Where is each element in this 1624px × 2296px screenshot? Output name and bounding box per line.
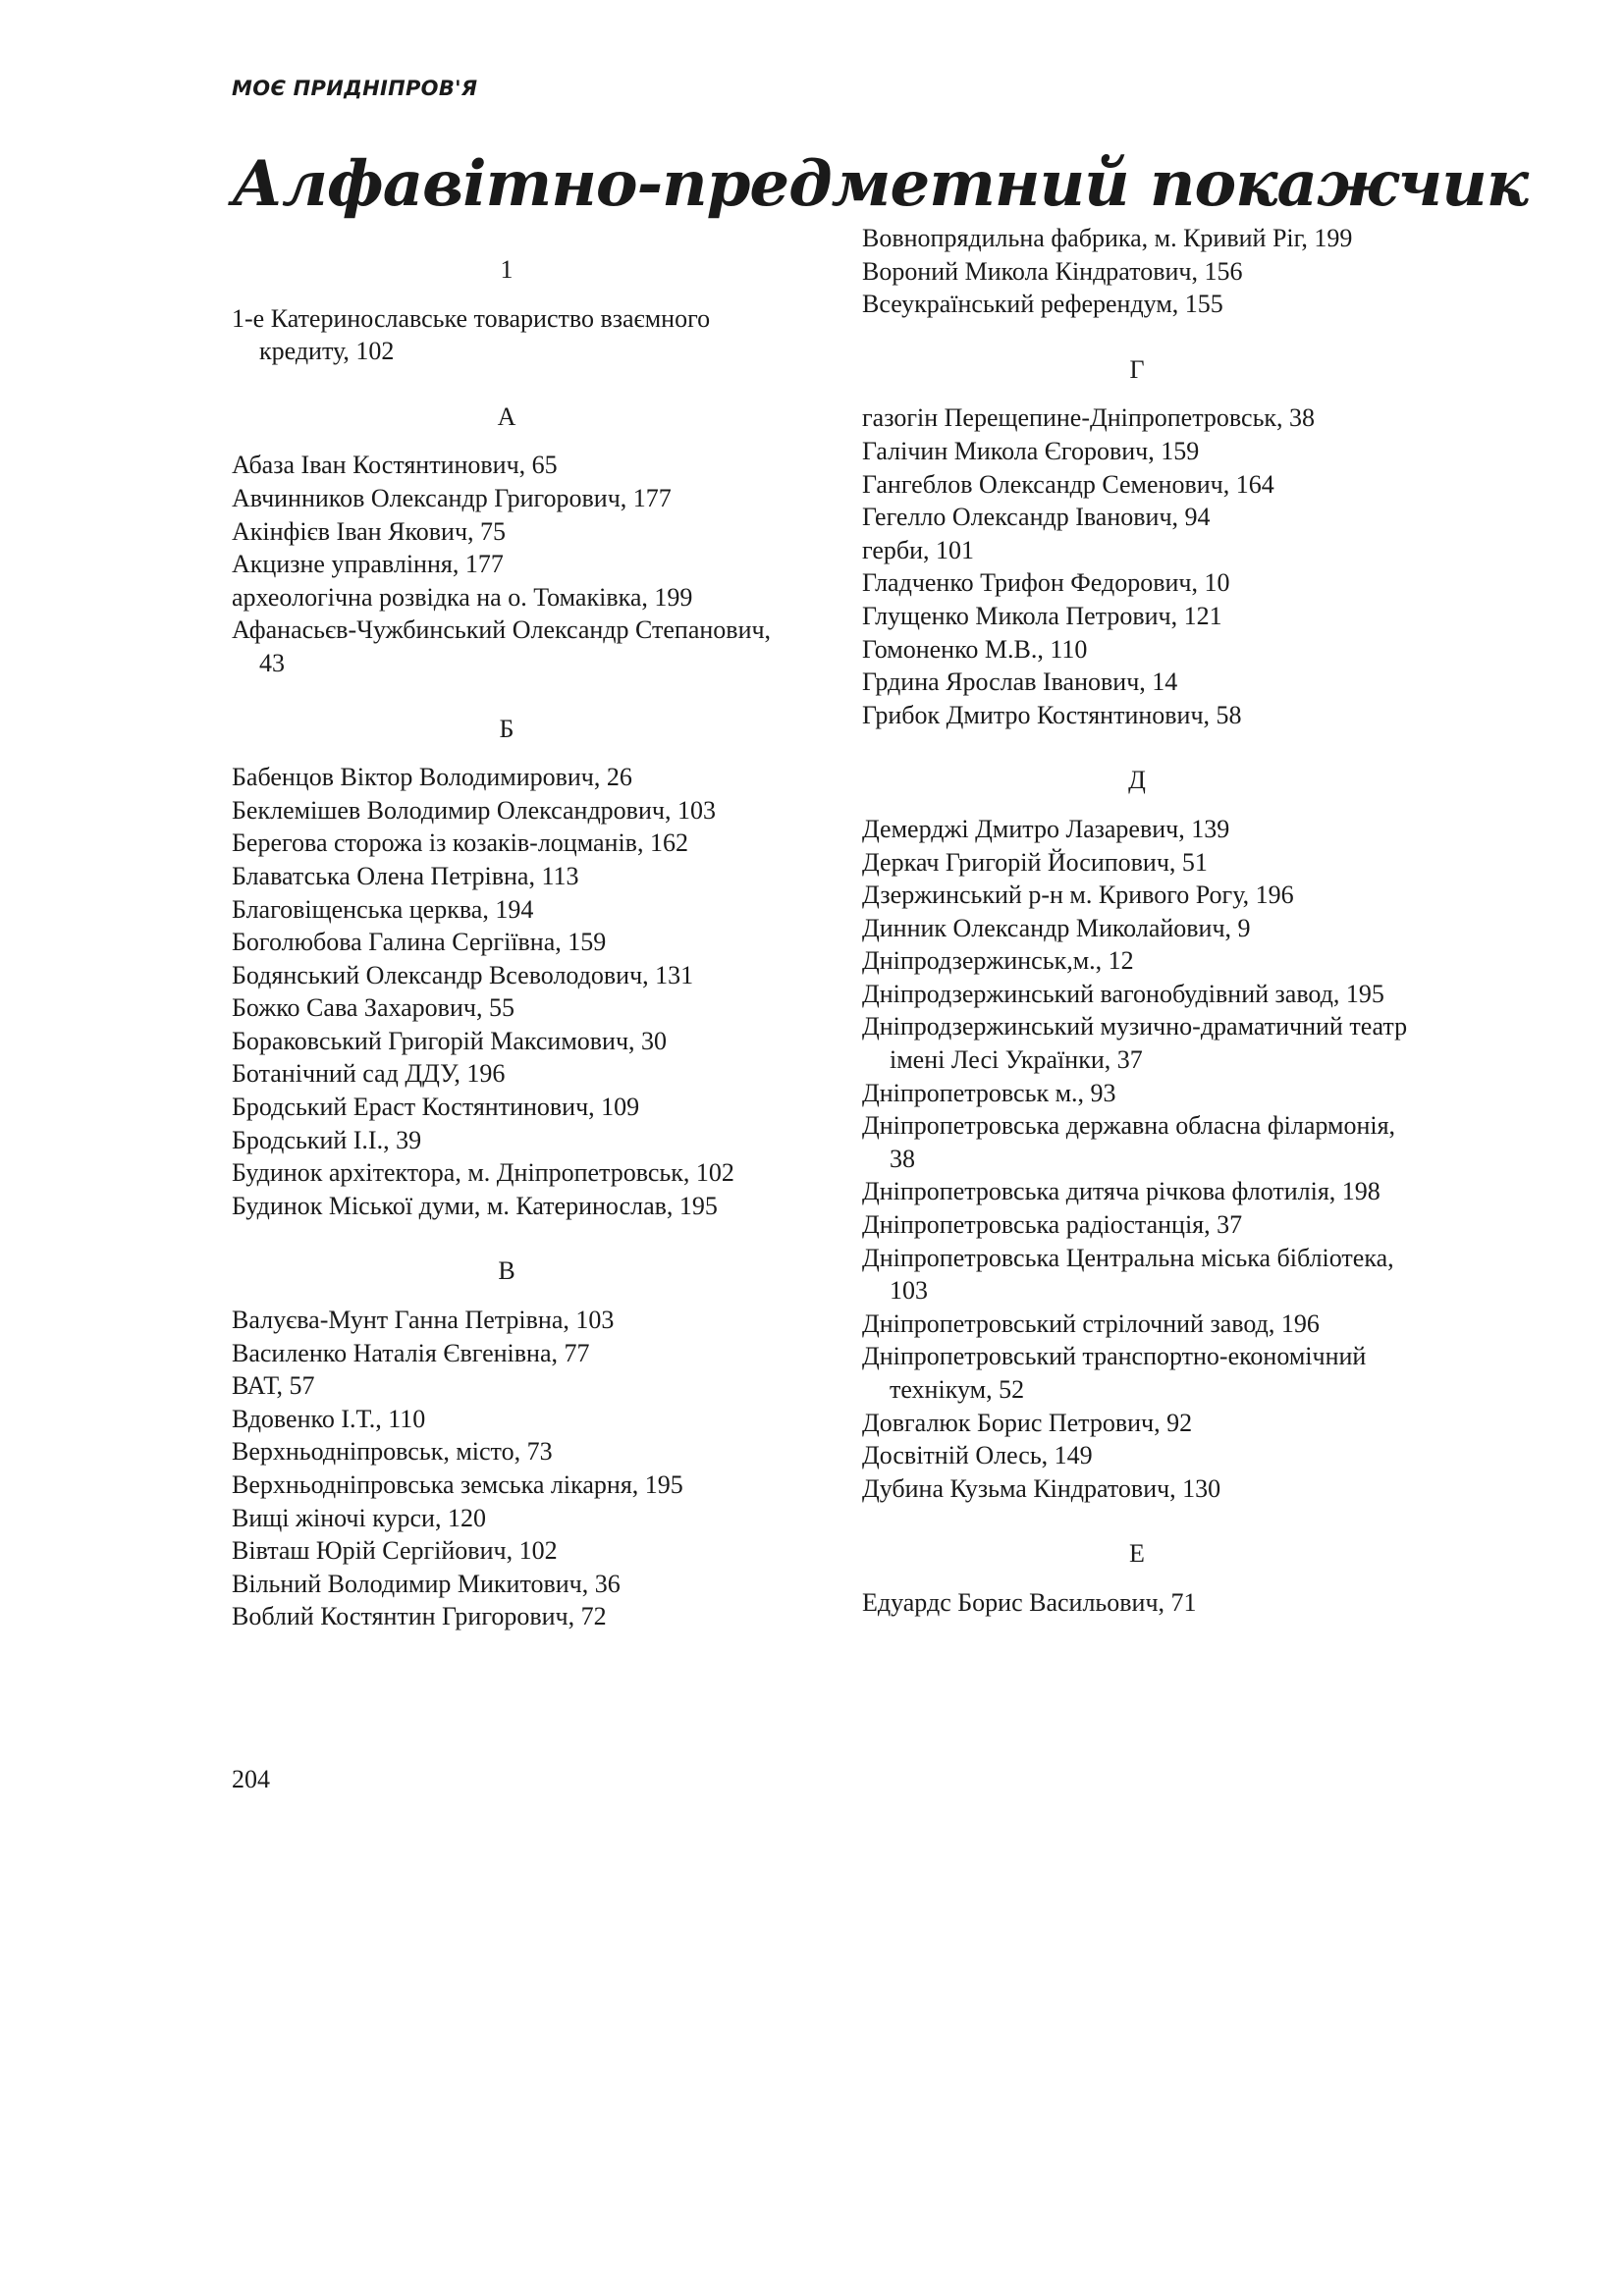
section-letter: В bbox=[498, 1256, 515, 1286]
index-entry: Будинок Міської думи, м. Катеринослав, 195 bbox=[232, 1191, 718, 1220]
index-entry: Галічин Микола Єгорович, 159 bbox=[862, 436, 1200, 465]
index-column-left bbox=[232, 253, 782, 1666]
index-entry: Демерджі Дмитро Лазаревич, 139 bbox=[862, 814, 1230, 843]
index-entry: Бабенцов Віктор Володимирович, 26 bbox=[232, 763, 632, 792]
index-entry: Беклемішев Володимир Олександрович, 103 bbox=[232, 795, 716, 825]
index-section bbox=[862, 222, 1412, 321]
index-entry: герби, 101 bbox=[862, 535, 975, 564]
index-entry: Дніпропетровський транспортно-економічний технікум, 52 bbox=[862, 1342, 1367, 1404]
index-entry: Благовіщенська церква, 194 bbox=[232, 894, 534, 924]
index-entry: Дніпропетровська Центральна міська бібліотека, 103 bbox=[862, 1243, 1394, 1306]
index-entry: газогін Перещепине-Дніпропетровськ, 38 bbox=[862, 403, 1316, 433]
index-entry: Гегелло Олександр Іванович, 94 bbox=[862, 503, 1211, 532]
section-letter: Д bbox=[1128, 766, 1146, 795]
index-entry: Бодянський Олександр Всеволодович, 131 bbox=[232, 960, 694, 989]
index-entry: Дніпропетровськ м., 93 bbox=[862, 1078, 1116, 1107]
index-entry: археологічна розвідка на о. Томаківка, 199 bbox=[232, 582, 693, 612]
index-section bbox=[232, 400, 782, 680]
index-entry: Вороний Микола Кіндратович, 156 bbox=[862, 256, 1243, 286]
index-entry: Довгалюк Борис Петрович, 92 bbox=[862, 1408, 1193, 1437]
index-entry: Берегова сторожа із козаків-лоцманів, 162 bbox=[232, 828, 688, 858]
section-letter: А bbox=[497, 401, 516, 431]
index-entry: Вищі жіночі курси, 120 bbox=[232, 1503, 486, 1532]
index-entry: Дніпропетровський стрілочний завод, 196 bbox=[862, 1308, 1320, 1338]
index-entry: Дзержинський р-н м. Кривого Рогу, 196 bbox=[862, 881, 1294, 910]
section-letter: 1 bbox=[500, 255, 514, 284]
index-entry: Василенко Наталія Євгенівна, 77 bbox=[232, 1338, 590, 1367]
index-entry: Валуєва-Мунт Ганна Петрівна, 103 bbox=[232, 1306, 615, 1335]
index-entry: Абаза Іван Костянтинович, 65 bbox=[232, 451, 558, 480]
running-header: МОЄ ПРИДНІПРОВ'Я bbox=[232, 77, 478, 100]
section-letter: Е bbox=[1129, 1539, 1145, 1569]
index-entry: Грдина Ярослав Іванович, 14 bbox=[862, 667, 1178, 697]
index-entry: Ботанічний сад ДДУ, 196 bbox=[232, 1059, 506, 1089]
index-entry: Вільний Володимир Микитович, 36 bbox=[232, 1569, 621, 1598]
index-entry: Гомоненко М.В., 110 bbox=[862, 634, 1088, 664]
index-entry: Воблий Костянтин Григорович, 72 bbox=[232, 1602, 607, 1631]
index-entry: Бораковський Григорій Максимович, 30 bbox=[232, 1026, 668, 1055]
section-letter: Г bbox=[1129, 354, 1145, 384]
index-entry: Гладченко Трифон Федорович, 10 bbox=[862, 568, 1230, 598]
index-entry: Акінфієв Іван Якович, 75 bbox=[232, 516, 507, 546]
index-entry: Акцизне управління, 177 bbox=[232, 550, 504, 579]
index-entry: Бродський Ераст Костянтинович, 109 bbox=[232, 1093, 640, 1122]
index-entry: Дніпродзержинськ,м., 12 bbox=[862, 946, 1134, 976]
index-entry: Будинок архітектора, м. Дніпропетровськ, 102 bbox=[232, 1158, 734, 1188]
section-letter: Б bbox=[499, 714, 514, 743]
index-entry: Дніпропетровська радіостанція, 37 bbox=[862, 1210, 1243, 1240]
index-entry: Динник Олександр Миколайович, 9 bbox=[862, 913, 1251, 942]
index-section bbox=[232, 713, 782, 1223]
index-entry: Дніпропетровська державна обласна філармонія, 38 bbox=[862, 1111, 1396, 1173]
index-entry: Божко Сава Захарович, 55 bbox=[232, 993, 514, 1023]
index-entry: Грибок Дмитро Костянтинович, 58 bbox=[862, 700, 1242, 729]
index-section bbox=[232, 1255, 782, 1633]
index-entry: Авчинников Олександр Григорович, 177 bbox=[232, 483, 672, 512]
page-number: 204 bbox=[232, 1765, 270, 1793]
index-entry: Досвітній Олесь, 149 bbox=[862, 1441, 1093, 1470]
index-section bbox=[232, 253, 782, 368]
index-entry: Дніпродзержинський вагонобудівний завод, 195 bbox=[862, 979, 1384, 1008]
index-entry: Гангеблов Олександр Семенович, 164 bbox=[862, 469, 1274, 499]
index-entry: Дніпродзержинський музично-драматичний театр імені Лесі Українки, 37 bbox=[862, 1012, 1408, 1075]
index-section bbox=[862, 764, 1412, 1505]
index-entry: Едуардс Борис Васильович, 71 bbox=[862, 1587, 1197, 1617]
index-entry: Вівташ Юрій Сергійович, 102 bbox=[232, 1536, 558, 1566]
index-entry: ВАТ, 57 bbox=[232, 1371, 315, 1401]
index-section bbox=[862, 1537, 1412, 1619]
index-entry: Глущенко Микола Петрович, 121 bbox=[862, 601, 1222, 630]
index-entry: Вдовенко І.Т., 110 bbox=[232, 1404, 426, 1433]
index-section bbox=[862, 353, 1412, 732]
index-entry: Всеукраїнський референдум, 155 bbox=[862, 290, 1223, 319]
index-column-right bbox=[862, 222, 1412, 1652]
index-entry: 1-е Катеринославське товариство взаємного кредиту, 102 bbox=[232, 303, 711, 366]
index-entry: Бродський І.І., 39 bbox=[232, 1125, 422, 1154]
page-title: Алфавітно-предметний покажчик bbox=[232, 147, 1529, 221]
index-entry: Боголюбова Галина Сергіївна, 159 bbox=[232, 928, 607, 957]
index-entry: Деркач Григорій Йосипович, 51 bbox=[862, 847, 1208, 877]
index-entry: Верхньодніпровськ, місто, 73 bbox=[232, 1437, 553, 1467]
index-entry: Вовнопрядильна фабрика, м. Кривий Ріг, 199 bbox=[862, 224, 1353, 252]
index-entry: Дубина Кузьма Кіндратович, 130 bbox=[862, 1473, 1221, 1503]
index-entry: Афанасьєв-Чужбинський Олександр Степанович, 43 bbox=[232, 615, 772, 677]
index-entry: Верхньодніпровська земська лікарня, 195 bbox=[232, 1470, 683, 1499]
index-entry: Блаватська Олена Петрівна, 113 bbox=[232, 861, 579, 890]
index-entry: Дніпропетровська дитяча річкова флотилія, 198 bbox=[862, 1177, 1380, 1206]
